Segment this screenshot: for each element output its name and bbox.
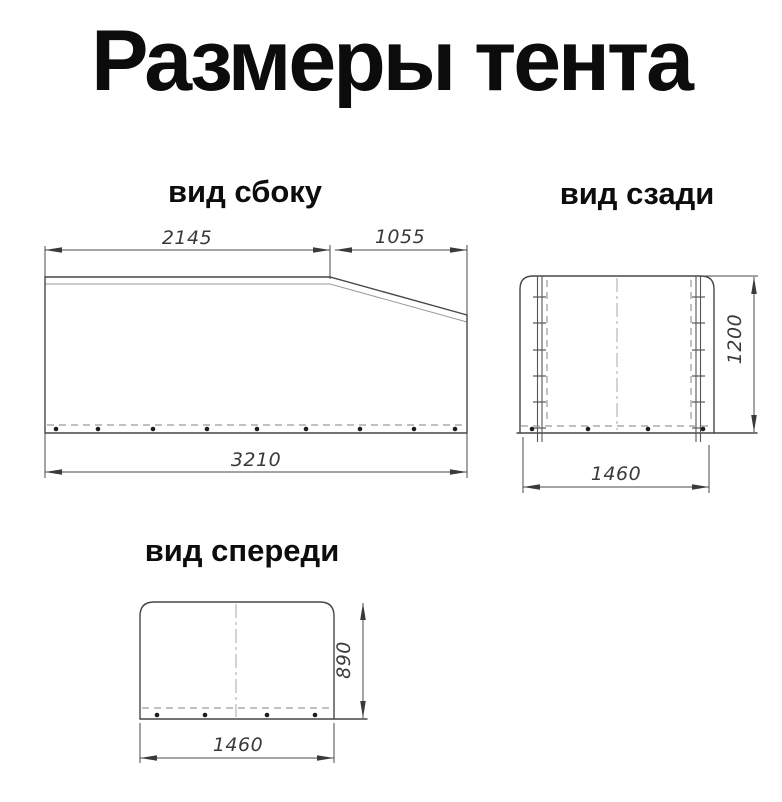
dim-value-2145: 2145	[161, 227, 213, 249]
dim-value-890: 890	[333, 641, 355, 679]
dim-value-rear-1460: 1460	[590, 463, 642, 485]
dimension-rear-1460	[523, 437, 709, 493]
side-view-snap-dots	[54, 427, 458, 432]
dim-value-front-1460: 1460	[212, 734, 264, 756]
rear-view-drawing	[517, 276, 758, 493]
front-view-drawing	[140, 602, 367, 763]
rear-right-zipper	[691, 276, 705, 442]
rear-view-label: вид сзади	[559, 176, 715, 211]
rear-left-zipper	[533, 276, 547, 442]
dim-value-3210: 3210	[230, 449, 282, 471]
dimension-front-890	[333, 603, 366, 718]
side-view-drawing	[45, 226, 467, 478]
dimension-side-1055	[335, 226, 467, 253]
dimension-side-2145	[45, 227, 330, 253]
dimension-side-3210	[45, 449, 467, 475]
dim-value-1200: 1200	[724, 313, 746, 365]
front-view-label: вид спереди	[144, 533, 340, 568]
dimension-rear-1200	[724, 277, 757, 432]
side-view-label: вид сбоку	[167, 174, 323, 209]
page-title: Размеры тента	[91, 13, 691, 109]
dimension-front-1460	[140, 723, 334, 763]
dim-value-1055: 1055	[374, 226, 426, 248]
